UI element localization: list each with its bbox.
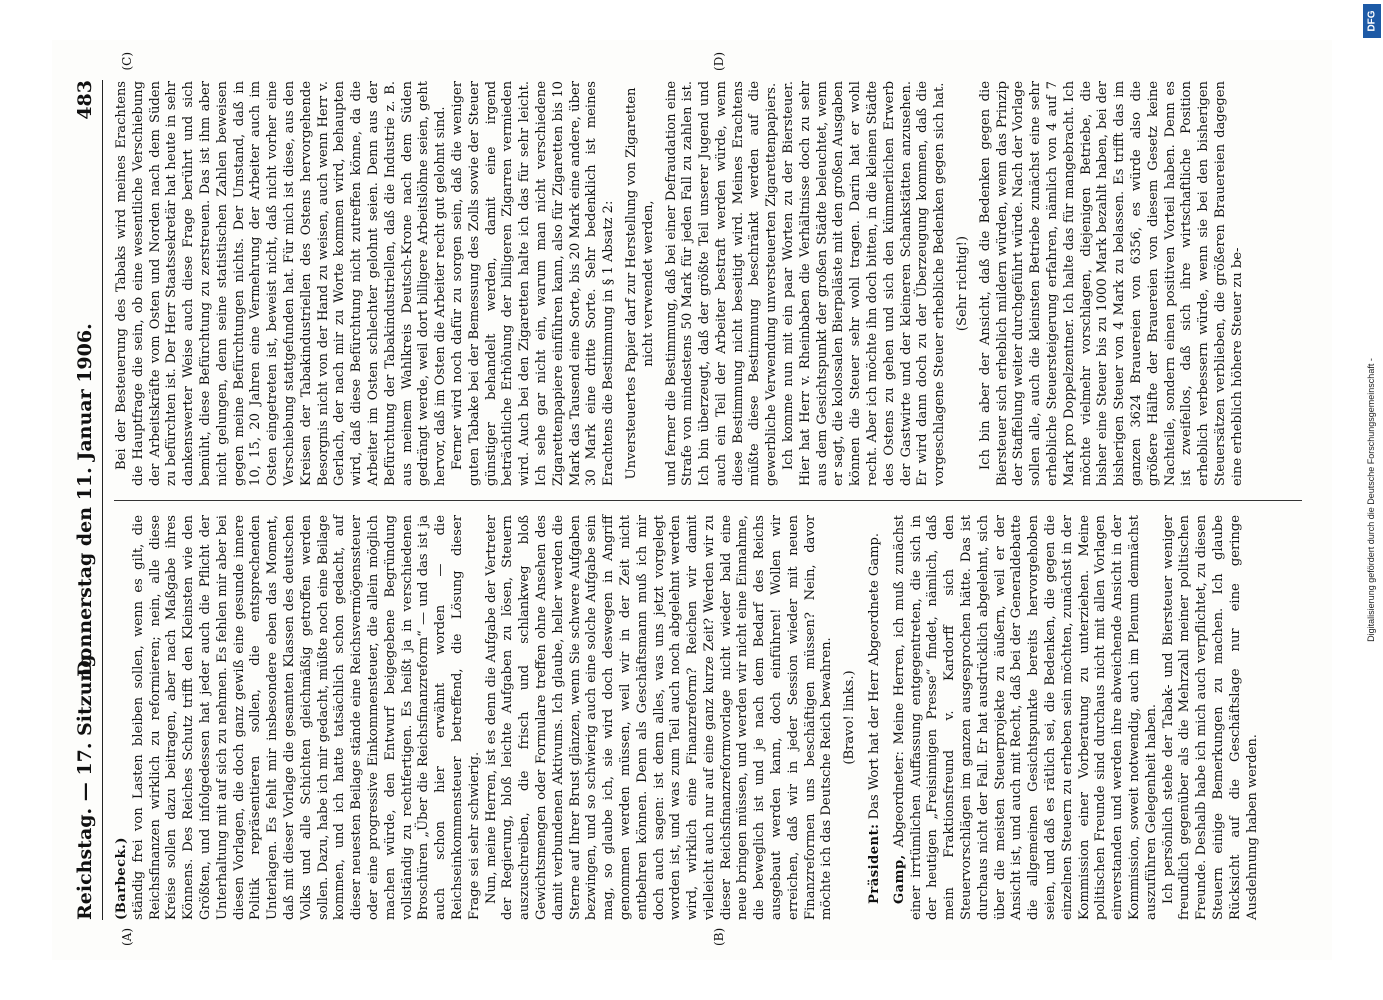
margin-letter-d: (D) [711,52,726,71]
scanned-page [52,40,1332,960]
header-session: Reichstag. — 17. Sitzung. [73,647,96,920]
dfg-logo-text: DFG [1366,10,1378,32]
paragraph: Ich bin aber der Ansicht, daß die Bedenken gegen die Biersteuer sich erheblich mildern würden, wenn das Prinzip der Staffelung weiter durchgeführt würde. Nach der Vorlage sollen alle, auch die kleinsten Betriebe zunächst eine sehr erhebliche Steuersteigerung erfahren, nämlich von 4 auf 7 Mark pro Doppelzentner. Ich halte das für mangebracht. Ich möchte vielmehr vorschlagen, diejenigen Betriebe, die bisher eine Steuer bis zu 1000 Mark bezahlt haben, bei der bisherigen Steuer von 4 Mark zu belassen. Es trifft das im ganzen 3624 Brauereien von 6356, es würde also die größere Hälfte der Brauereien von diesem Gesetz keine Nachteile, sondern einen positiven Vorteil haben. Denn es ist zweifellos, daß sich ihre wirtschaftliche Position erheblich verbessern würde, wenn sie bei den bisherigen Steuersätzen verblieben, die größeren Brauereien dagegen eine erheblich höhere Steuer zu be- [977,81,1245,486]
speaker-gamp-text: Abgeordneter: Meine Herren, ich muß zunächst einer irrtümlichen Auffassung entgegentreten, die sich in der heutigen „Freisinnigen Presse“ findet, nämlich, daß mein Fraktionsfreund v. Kardorff sich den Steuervorschlägen im ganzen ausgesprochen hätte. Das ist durchaus nicht der Fall. Er hat ausdrücklich abgelehnt, sich über die meisten Steuerprojekte zu äußern, weil er der Ansicht ist, und auch mit Recht, daß bei der Generaldebatte die allgemeinen Gesichtspunkte bereits hervorgehoben seien, und daß es rätlich sei, die Bedenken, die gegen die einzelnen Steuern zu erheben sein möchten, zunächst in der Kommission einer Vorberatung zu unterziehen. Meine politischen Freunde sind durchaus nicht mit allen Vorlagen einverstanden und werden ihre abweichende Ansicht in der Kommission, soweit notwendig, auch im Plenum demnächst auszuführen Gelegenheit haben. [891,515,1159,920]
page-number: 483 [73,80,96,120]
margin-letter-b: (B) [711,927,726,946]
credit-text: Digitalisierung gefördert durch die Deutsche Forschungsgemeinschaft - [1366,358,1376,642]
quoted-provision: Unversteuertes Papier darf zur Herstellung von Zigaretten nicht verwendet werden, [623,87,656,480]
paragraph: Ich persönlich stehe der Tabak- und Biersteuer weniger freundlich gegenüber als die Mehrzahl meiner politischen Freunde. Deshalb habe ich mich auch verpflichtet, zu diesen Steuern einige Bemerkungen zu machen. Ich glaube Rücksicht auf die Geschäftslage nur eine geringe Ausdehnung haben werden. [1160,515,1260,920]
margin-letter-a: (A) [119,927,134,946]
speaker-gamp-label: Gamp, [891,854,907,904]
paragraph: Nun, meine Herren, ist es denn die Aufgabe der Vertreter der Regierung, bloß leichte Aufgaben zu lösen, Steuern auszuschreiben, die frisch und schlankweg bloß Gewichtsmengen oder Formulare treffen ohne Ansehen des damit verbundenen Aktivums. Ich glaube, heller werden die Sterne auf Ihrer Brust glänzen, wenn Sie schwere Aufgaben bezwingen, und so schwierig auch eine solche Aufgabe sein mag, so glaube ich, sie wird doch deswegen in Angriff genommen werden müssen, weil wir in der Zeit nicht entbehren können. Denn als Geschäftsmann muß ich mir doch auch sagen: ist denn alles, was uns jetzt vorgelegt worden ist, und was zum Teil auch noch abgelehnt werden wird, wirklich eine Finanzreform? Reichen wir damit vielleicht auch nur auf eine ganz kurze Zeit? Werden wir zu dieser Reichsfinanzreformvorlage nicht wieder bald eine neue bringen müssen, und werden wir nicht eine Einnahme, die beweglich ist und je nach dem Bedarf des Reichs ausgebaut werden kann, doch einführen! Wollen wir erreichen, daß wir in jeder Session wieder mit neuen Finanzreformen uns beschäftigen müssen? Nein, davor möchte ich das Deutsche Reich bewahren. [483,515,834,920]
margin-letter-c: (C) [119,52,134,71]
applause-note: (Sehr richtig!) [954,235,970,332]
page-header [74,80,103,920]
digitization-credit [1363,10,1379,990]
paragraph: und ferner die Bestimmung, daß bei einer Defraudation eine Strafe von mindestens 50 Mark für jeden Fall zu zahlen ist. Ich bin überzeugt, daß der größte Teil unserer Jugend und auch ein Teil der Arbeiter bestraft werden würde, wenn diese Bestimmung nicht beseitigt wird. Meines Erachtens müßte diese Bestimmung beschränkt werden auf die gewerbliche Verwendung unversteuerten Zigarettenpapiers. [663,81,779,486]
applause-note: (Bravo! links.) [841,670,857,765]
header-date: Donnerstag den 11. Januar 1906. [73,323,96,677]
paragraph: Ferner wird noch dafür zu sorgen sein, daß die weniger guten Tabake bei der Bemessung des Zolls sowie der Steuer günstiger behandelt werden, damit eine irgend beträchtliche Erhöhung der billigeren Zigarren vermieden wird. Auch bei den Zigaretten halte ich das für sehr leicht. Ich sehe gar nicht ein, warum man nicht verschiedene Zigarettenpapiere einführen kann, also für Zigaretten bis 10 Mark das Tausend eine Sorte, bis 20 Mark eine andere, über 30 Mark eine dritte Sorte. Sehr bedenklich ist meines Erachtens die Bestimmung in § 1 Absatz 2: [449,81,616,486]
president-label: Präsident: [866,823,882,904]
previous-speaker: (Barbeck.) [113,837,129,920]
paragraph: ständig frei von Lasten bleiben sollen, wenn es gilt, die Reichsfinanzen wirklich zu reformieren; nein, alle diese Kreise sollen dazu beitragen, aber nach Maßgabe ihres Könnens. Des Reiches Schutz trifft den Kleinsten wie den Größten, und infolgedessen hat jeder auch die Pflicht der Unterhaltung mit auf sich zu nehmen. Es fehlen mir aber bei diesen Vorlagen, die doch ganz gewiß eine gesunde innere Politik repräsentieren sollen, die entsprechenden Unterlagen. Es fehlt mir insbesondere eben das Moment, daß mit dieser Vorlage die gesamten Klassen des deutschen Volks und alle Schichten gleichmäßig getroffen werden sollen. Dazu, habe ich mir gedacht, müßte noch eine Beilage kommen, und ich hatte tatsächlich schon gedacht, auf dieser neuesten Beilage stände eine Reichsvermögenssteuer oder eine progressive Einkommensteuer, die allein möglich machen würde, den Entwurf beigegebene Begründung vollständig zu rechtfertigen. Es heißt ja in verschiedenen Broschüren „Über die Reichsfinanzreform“ — und das ist ja auch schon hier erwähnt worden — die Reichseinkommensteuer betreffend, die Lösung dieser Frage sei sehr schwierig. [130,515,482,920]
column-divider [114,500,1302,501]
president-statement: Das Wort hat der Herr Abgeordnete Gamp. [866,532,882,820]
right-column [114,81,1302,486]
paragraph: Bei der Besteuerung des Tabaks wird meines Erachtens die Hauptfrage die sein, ob eine wesentliche Verschiebung der Arbeitskräfte vom Osten und Norden nach dem Süden zu befürchten ist. Der Herr Staatssekretär hat heute in sehr dankenswerter Weise auch diese Frage berührt und sich bemüht, diese Befürchtung zu zerstreuen. Das ist ihm aber nicht gelungen, denn seine statistischen Zahlen beweisen gegen meine Befürchtungen nichts. Der Umstand, daß in 10, 15, 20 Jahren eine Vermehrung der Arbeiter auch im Osten eingetreten ist, beweist nicht, daß nicht vorher eine Verschiebung stattgefunden hat. Für mich ist diese, aus den Kreisen der Tabakindustriellen des Ostens hervorgehende Besorgnis nicht von der Hand zu weisen, auch wenn Herr v. Gerlach, der nach mir zu Worte kommen wird, behaupten wird, daß diese Befürchtung nicht zutreffen könne, da die Arbeiter im Osten schlechter gelohnt seien. Denn aus der Befürchtung der Tabakindustriellen, daß die Industrie z. B. aus meinem Wahlkreis Deutsch-Krone nach dem Süden gedrängt werde, weil dort billigere Arbeitslöhne seien, geht hervor, daß im Osten die Arbeiter recht gut gelohnt sind. [113,81,448,486]
paragraph: Ich komme nun mit ein paar Worten zu der Biersteuer. Hier hat Herr v. Rheinbaben die Verhältnisse doch zu sehr aus dem Gesichtspunkt der großen Städte beleuchtet, wenn er sagt, die kolossalen Bierpaläste mit den großen Ausgaben können die Steuer sehr wohl tragen. Darin hat er wohl recht. Aber ich möchte ihn doch bitten, in die kleinen Städte des Ostens zu gehen und sich den kümmerlichen Erwerb der Gastwirte und der kleineren Schankstätten anzusehen. Er wird dann doch zu der Überzeugung kommen, daß die vorgeschlagene Steuer erhebliche Bedenken gegen sich hat. [780,81,947,486]
left-column [114,515,1302,920]
